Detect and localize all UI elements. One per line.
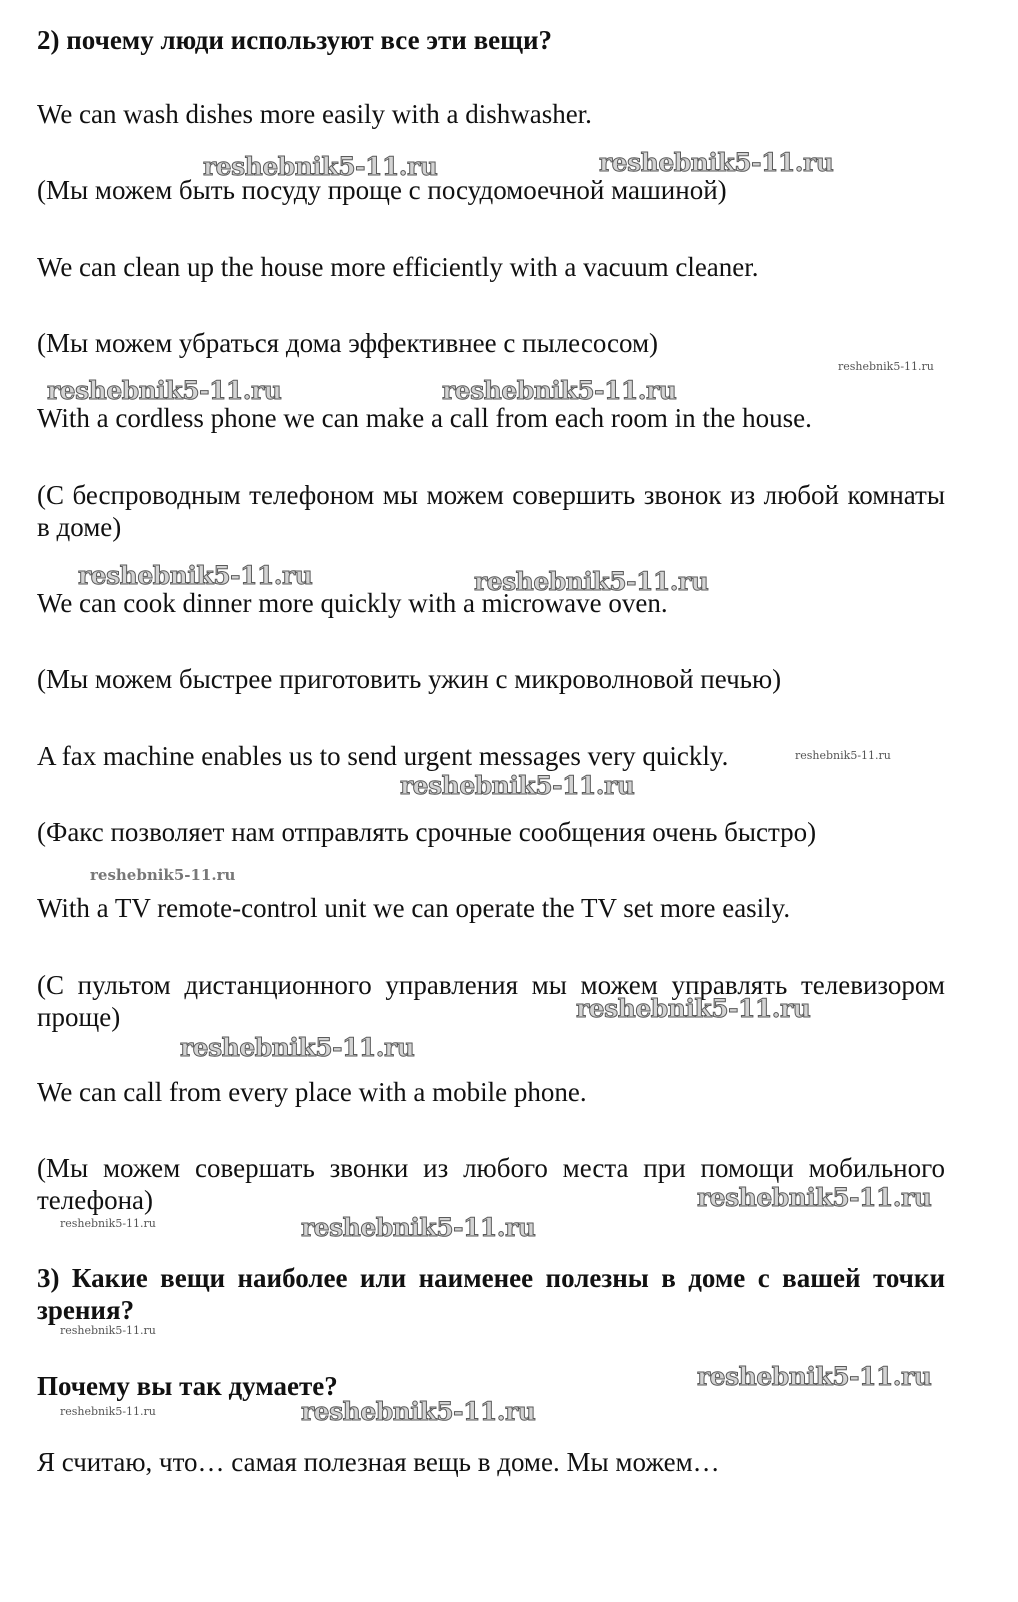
watermark-small: reshebnik5-11.ru xyxy=(60,1217,156,1230)
sentence-en-2: We can clean up the house more efficiently with a vacuum cleaner. xyxy=(37,252,759,282)
watermark-logo: reshebnik5-11.ru xyxy=(474,567,709,596)
section-3-heading: 3) Какие вещи наиболее или наименее полезны в доме с вашей точки зрения? xyxy=(37,1263,945,1325)
watermark-logo: reshebnik5-11.ru xyxy=(203,152,438,181)
watermark-logo: reshebnik5-11.ru xyxy=(400,771,635,800)
section-3-subheading: Почему вы так думаете? xyxy=(37,1371,338,1401)
watermark-small: reshebnik5-11.ru xyxy=(838,360,934,373)
watermark-logo: reshebnik5-11.ru xyxy=(180,1033,415,1062)
sentence-en-5: A fax machine enables us to send urgent messages very quickly. xyxy=(37,741,729,771)
sentence-ru-7: (Мы можем совершать звонки из любого места при помощи мобильного телефона) xyxy=(37,1153,945,1215)
watermark-small: reshebnik5-11.ru xyxy=(60,1324,156,1337)
sentence-en-4: We can cook dinner more quickly with a microwave oven. xyxy=(37,588,668,618)
sentence-en-6: With a TV remote-control unit we can operate the TV set more easily. xyxy=(37,893,791,923)
sentence-ru-1: (Мы можем быть посуду проще с посудомоечной машиной) xyxy=(37,175,727,205)
watermark-logo: reshebnik5-11.ru xyxy=(576,994,811,1023)
watermark-small: reshebnik5-11.ru xyxy=(60,1405,156,1418)
sentence-ru-5: (Факс позволяет нам отправлять срочные сообщения очень быстро) xyxy=(37,817,817,847)
sentence-ru-4: (Мы можем быстрее приготовить ужин с микроволновой печью) xyxy=(37,664,782,694)
watermark-logo: reshebnik5-11.ru xyxy=(301,1213,536,1242)
answer-template: Я считаю, что… самая полезная вещь в доме. Мы можем… xyxy=(37,1447,720,1477)
section-2-heading: 2) почему люди используют все эти вещи? xyxy=(37,25,553,55)
watermark-logo: reshebnik5-11.ru xyxy=(78,561,313,590)
watermark-logo: reshebnik5-11.ru xyxy=(442,376,677,405)
sentence-ru-6: (С пультом дистанционного управления мы можем управлять телевизором проще) xyxy=(37,970,945,1032)
watermark-logo: reshebnik5-11.ru xyxy=(697,1362,932,1391)
watermark-small: reshebnik5-11.ru xyxy=(90,866,236,884)
watermark-logo: reshebnik5-11.ru xyxy=(47,376,282,405)
sentence-en-3: With a cordless phone we can make a call from each room in the house. xyxy=(37,403,812,433)
sentence-en-7: We can call from every place with a mobile phone. xyxy=(37,1077,587,1107)
watermark-logo: reshebnik5-11.ru xyxy=(697,1183,932,1212)
watermark-logo: reshebnik5-11.ru xyxy=(599,148,834,177)
watermark-logo: reshebnik5-11.ru xyxy=(301,1397,536,1426)
sentence-ru-3: (С беспроводным телефоном мы можем совершить звонок из любой комнаты в доме) xyxy=(37,480,945,542)
sentence-ru-2: (Мы можем убраться дома эффективнее с пылесосом) xyxy=(37,328,659,358)
watermark-small: reshebnik5-11.ru xyxy=(795,749,891,762)
sentence-en-1: We can wash dishes more easily with a dishwasher. xyxy=(37,99,592,129)
